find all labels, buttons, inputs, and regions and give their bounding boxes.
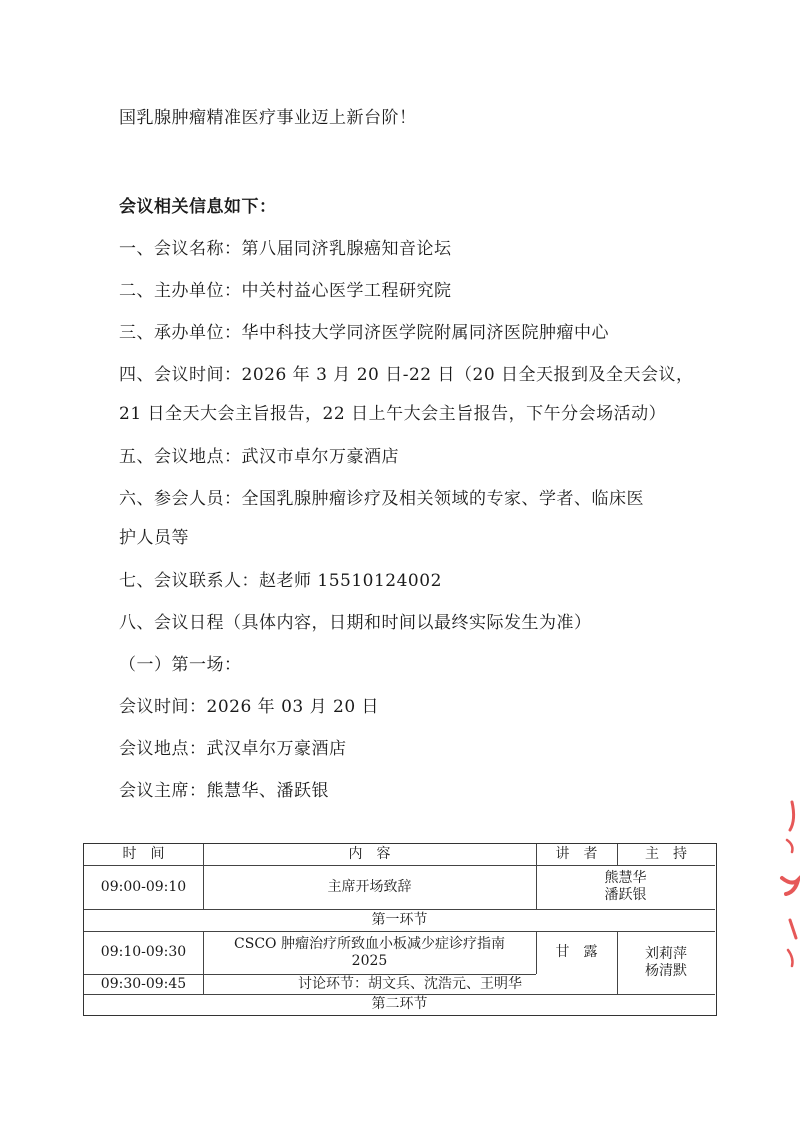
row-content: 讨论环节：胡文兵、沈浩元、王明华 (298, 975, 522, 992)
row-time: 09:00-09:10 (100, 878, 187, 895)
section-row: 第一环节 (371, 911, 428, 928)
co-organizer: 三、承办单位：华中科技大学同济医学院附属同济医院肿瘤中心 (119, 323, 609, 343)
row-time: 09:30-09:45 (100, 975, 187, 992)
header-time: 时 间 (122, 846, 165, 862)
session-chairs: 会议主席：熊慧华、潘跃银 (119, 781, 329, 801)
schedule-table (83, 843, 717, 1016)
header-speaker: 讲 者 (555, 846, 598, 862)
header-content: 内 容 (348, 846, 391, 862)
attendees-cont: 护人员等 (119, 528, 189, 548)
meeting-time: 四、会议时间：2026 年 3 月 20 日-22 日（20 日全天报到及全天会议， (119, 365, 694, 385)
meeting-name: 一、会议名称：第八届同济乳腺癌知音论坛 (119, 239, 452, 259)
host-cell: 刘莉萍 杨清默 (645, 945, 687, 979)
session-time: 会议时间：2026 年 03 月 20 日 (119, 697, 380, 717)
row-speaker: 甘 露 (555, 944, 598, 960)
section-heading: 会议相关信息如下： (119, 197, 277, 217)
meeting-venue: 五、会议地点：武汉市卓尔万豪酒店 (119, 447, 399, 467)
contact-person: 七、会议联系人：赵老师 15510124002 (119, 571, 442, 591)
row-content: 主席开场致辞 (327, 878, 412, 895)
session-one-title: （一）第一场： (119, 655, 242, 675)
session-venue: 会议地点：武汉卓尔万豪酒店 (119, 739, 347, 759)
attendees: 六、参会人员：全国乳腺肿瘤诊疗及相关领域的专家、学者、临床医 (119, 489, 644, 509)
meeting-time-cont: 21 日全天大会主旨报告，22 日上午大会主旨报告，下午分会场活动） (119, 404, 667, 424)
text-line-1: 国乳腺肿瘤精准医疗事业迈上新台阶！ (119, 108, 417, 128)
organizer: 二、主办单位：中关村益心医学工程研究院 (119, 281, 452, 301)
section-row: 第二环节 (371, 995, 428, 1012)
row-time: 09:10-09:30 (100, 944, 187, 960)
agenda-title: 八、会议日程（具体内容，日期和时间以最终实际发生为准） (119, 613, 592, 633)
row-content: CSCO 肿瘤治疗所致血小板减少症诊疗指南 2025 (234, 935, 505, 969)
header-host: 主 持 (645, 846, 687, 862)
row-people: 熊慧华 潘跃银 (604, 870, 647, 903)
seal-stamp (762, 790, 800, 990)
